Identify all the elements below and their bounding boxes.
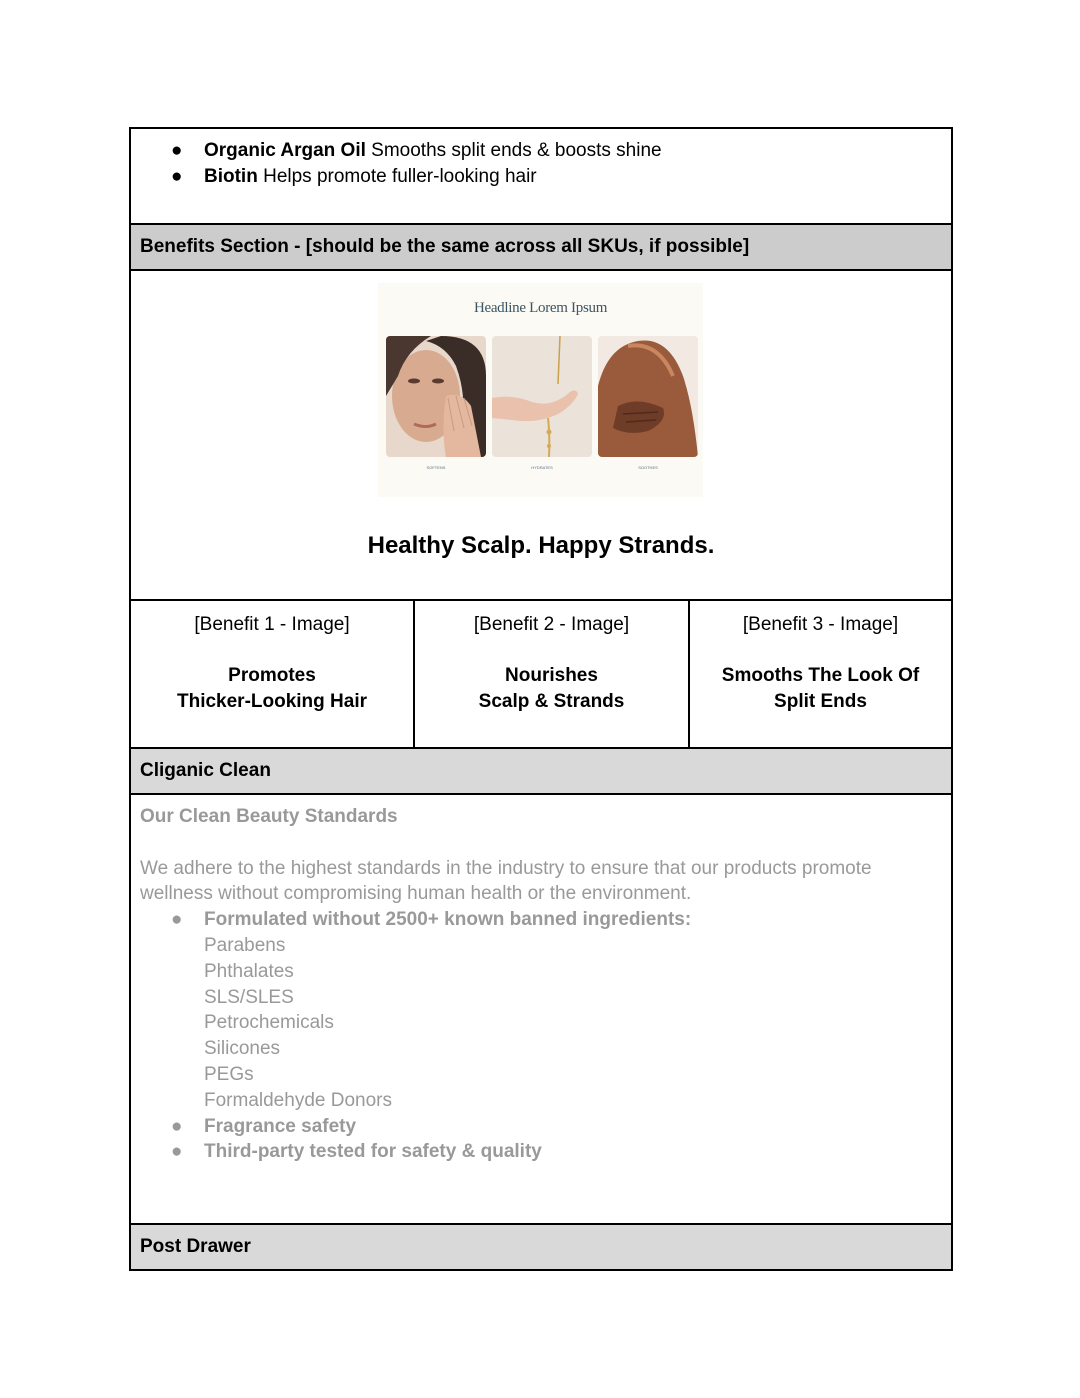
section-header-label: Post Drawer bbox=[140, 1236, 251, 1257]
cliganic-clean-header bbox=[131, 747, 951, 793]
clean-standards-title: Our Clean Beauty Standards bbox=[140, 806, 398, 827]
leg-photo bbox=[598, 336, 698, 457]
benefits-section-header bbox=[131, 223, 951, 269]
hand-illustration bbox=[492, 336, 592, 457]
bullet-icon: ● bbox=[171, 909, 183, 931]
hand-oil-photo bbox=[492, 336, 592, 457]
hero-headline: Headline Lorem Ipsum bbox=[473, 300, 608, 316]
leg-illustration bbox=[598, 336, 698, 457]
ingredient-name: Biotin bbox=[204, 165, 258, 187]
benefit-image-label: [Benefit 1 - Image] bbox=[194, 614, 350, 635]
benefit-cell-2 bbox=[413, 601, 688, 747]
ingredients-row bbox=[131, 129, 951, 223]
banned-ingredient: SLS/SLES bbox=[204, 986, 294, 1008]
section-header-label: Benefits Section - [should be the same across all SKUs, if possible] bbox=[140, 236, 750, 257]
benefit-title-line: Smooths The Look Of bbox=[721, 665, 920, 686]
benefit-title-line: Scalp & Strands bbox=[478, 691, 625, 712]
benefits-tagline: Healthy Scalp. Happy Strands. bbox=[367, 532, 715, 559]
list-item bbox=[140, 1114, 942, 1140]
benefits-image-row bbox=[131, 269, 951, 599]
banned-ingredient: Formaldehyde Donors bbox=[204, 1089, 392, 1111]
banned-ingredient: Phthalates bbox=[204, 960, 294, 982]
benefit-cell-3 bbox=[688, 601, 951, 747]
clean-standards-list bbox=[140, 907, 942, 1165]
benefit-image-label: [Benefit 3 - Image] bbox=[742, 614, 899, 635]
list-item-label: Third-party tested for safety & quality bbox=[204, 1141, 542, 1163]
benefit-title-line: Thicker-Looking Hair bbox=[176, 691, 368, 712]
ingredient-desc: Smooths split ends & boosts shine bbox=[371, 140, 662, 161]
caption-2: HYDRATES bbox=[531, 465, 553, 470]
section-header-label: Cliganic Clean bbox=[140, 760, 271, 781]
list-item bbox=[131, 164, 951, 190]
benefit-title-line: Split Ends bbox=[774, 691, 867, 712]
list-item bbox=[140, 907, 942, 1113]
caption-1: SOFTENS bbox=[426, 465, 446, 470]
banned-ingredient: Parabens bbox=[204, 934, 286, 956]
caption-3: SOOTHES bbox=[638, 465, 658, 470]
bullet-icon: ● bbox=[171, 1141, 183, 1163]
ingredients-list bbox=[131, 138, 951, 190]
benefits-row bbox=[131, 599, 951, 747]
list-item-label: Formulated without 2500+ known banned ingredients: bbox=[204, 909, 692, 931]
list-item bbox=[140, 1139, 942, 1165]
post-drawer-header bbox=[131, 1223, 951, 1269]
benefit-cell-1 bbox=[131, 601, 413, 747]
banned-ingredient: Silicones bbox=[204, 1038, 281, 1060]
list-item bbox=[131, 138, 951, 164]
face-illustration bbox=[386, 336, 486, 457]
clean-standards-body: We adhere to the highest standards in the industry to ensure that our products promote wellness without compromising human health or the environment. bbox=[140, 857, 872, 905]
benefit-title bbox=[415, 663, 688, 715]
clean-standards-row bbox=[131, 793, 951, 1223]
benefits-hero-image bbox=[378, 283, 703, 497]
banned-ingredient: Petrochemicals bbox=[204, 1012, 334, 1034]
bullet-icon: ● bbox=[171, 140, 183, 161]
ingredient-name: Organic Argan Oil bbox=[204, 140, 366, 161]
ingredient-desc: Helps promote fuller-looking hair bbox=[263, 165, 537, 187]
bullet-icon: ● bbox=[171, 1115, 183, 1137]
bullet-icon: ● bbox=[171, 165, 183, 187]
benefit-title-line: Promotes bbox=[228, 665, 316, 686]
banned-ingredient: PEGs bbox=[204, 1063, 254, 1085]
benefit-title-line: Nourishes bbox=[505, 665, 598, 686]
benefit-title bbox=[131, 663, 413, 715]
spec-table bbox=[129, 127, 953, 1271]
face-photo bbox=[386, 336, 486, 457]
benefit-title bbox=[690, 663, 951, 715]
list-item-label: Fragrance safety bbox=[204, 1115, 357, 1137]
benefit-image-label: [Benefit 2 - Image] bbox=[473, 614, 630, 635]
